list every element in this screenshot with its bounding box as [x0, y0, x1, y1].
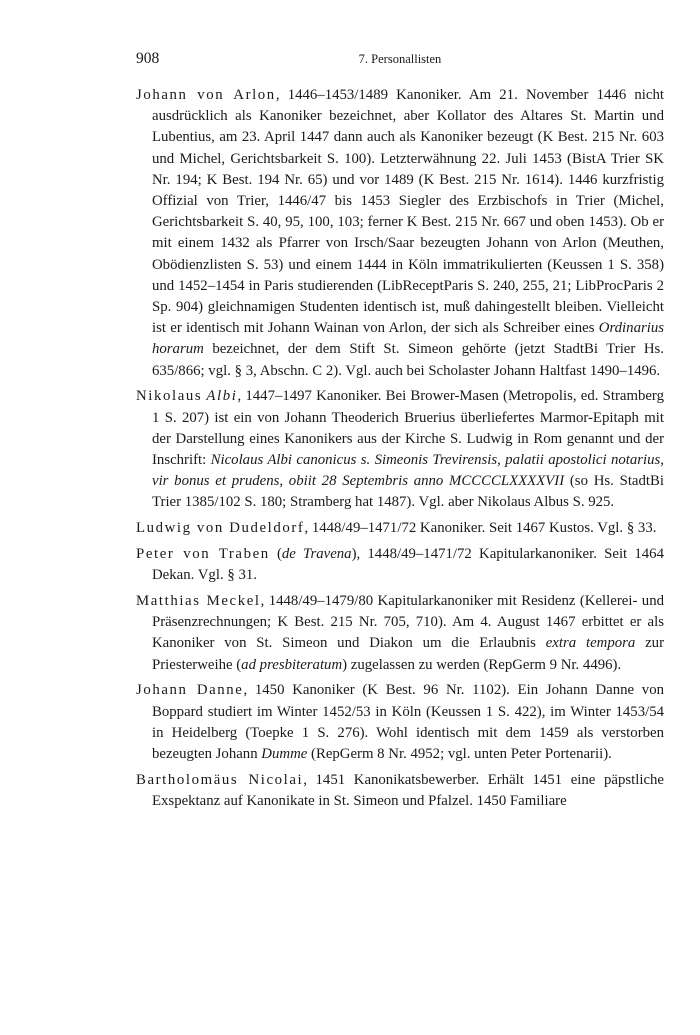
entry-text: zur Priesterweihe (	[152, 635, 664, 673]
entry-name: Nikolaus	[136, 388, 203, 405]
entry-johann-von-arlon	[136, 85, 664, 382]
entry-name: Johann von Arlon	[136, 87, 276, 103]
entry-text: , 1447–1497 Kanoniker. Bei Brower-Masen (Metropolis, ed. Stramberg 1 S. 207) ist ein von Johann Theoderich Bruerius überliefertes Marmor-Epitaph mit der Darstellung eines Kanonikers aus der Kirche S. Ludwig in Rom genannt und der Inschrift:	[152, 388, 664, 469]
entry-name: Ludwig von Dudeldorf	[136, 520, 305, 537]
entry-matthias-meckel	[136, 591, 664, 676]
running-title: 7. Personallisten	[358, 52, 442, 66]
entry-text: , 1450 Kanoniker (K Best. 96 Nr. 1102). Ein Johann Danne von Boppard studiert im Winter 1452/53 in Köln (Keussen 1 S. 422), im Winter 1453/54 in Heidelberg (Toepke 1 S. 276). Wohl identisch mit dem 1459 als verstorben bezeugten Johann	[152, 682, 664, 763]
entry-name: Matthias Meckel	[136, 593, 261, 610]
entry-peter-von-traben	[136, 544, 664, 586]
entry-name: Johann Danne	[136, 682, 244, 699]
entry-text: , 1448/49–1479/80 Kapitularkanoniker mit Residenz (Kellerei- und Präsenzrechnungen; K Best. 215 Nr. 705, 710). Am 4. August 1467 erbittet er als Kanoniker von St. Simeon und Diakon um die Erlaubnis	[152, 593, 664, 652]
page-header	[136, 50, 664, 72]
page-number: 908	[136, 50, 160, 67]
entry-italic-text: ad presbiteratum	[241, 656, 343, 673]
entry-text: (	[269, 546, 282, 563]
entry-johann-danne	[136, 680, 664, 765]
entry-italic-text: Ordinarius horarum	[152, 320, 664, 358]
entry-italic-text: de Travena	[281, 546, 352, 563]
entry-name-italic: Albi	[206, 388, 238, 405]
entry-bartholomaeus-nicolai	[136, 770, 664, 812]
entry-italic-text: Dumme	[261, 746, 308, 763]
entry-text: ), 1448/49–1471/72 Kapitularkanoniker. Seit 1464 Dekan. Vgl. § 31.	[152, 546, 664, 584]
entry-text: ) zugelassen zu werden (RepGerm 9 Nr. 4496).	[342, 656, 622, 673]
entry-text: , 1451 Kanonikatsbewerber. Erhält 1451 eine päpstliche Exspektanz auf Kanonikate in St. Simeon und Pfalzel. 1450 Familiare	[152, 771, 664, 810]
entry-text: , 1448/49–1471/72 Kanoniker. Seit 1467 Kustos. Vgl. § 33.	[304, 520, 657, 537]
entry-name: Peter von Traben	[136, 546, 270, 563]
entry-ludwig-von-dudeldorf	[136, 518, 664, 539]
entry-name: Bartholomäus Nicolai	[136, 771, 304, 788]
entry-text: (RepGerm 8 Nr. 4952; vgl. unten Peter Portenarii).	[307, 746, 612, 763]
entry-text: , 1446–1453/1489 Kanoniker. Am 21. November 1446 nicht ausdrücklich als Kanoniker bezeichnet, aber Kollator des Altares St. Martin und Lubentius, am 23. April 1447 dann auch als Kanoniker bezeugt (K Best. 215 Nr. 603 und Michel, Gerichtsbarkeit S. 100). Letzterwähnung 22. Juli 1453 (BistA Trier SK Nr. 194; K Best. 194 Nr. 65) und vor 1489 (K Best. 215 Nr. 1614). 1446 kurzfristig Offizial von Trier, 1446/47 bis 1453 Siegler des Erzbischofs in Trier (Michel, Gerichtsbarkeit S. 40, 95, 100, 103; ferner K Best. 215 Nr. 667 und oben 1453). Ob er mit einem 1432 als Pfarrer von Irsch/Saar bezeugten Johann von Arlon (Meuthen, Obödienzlisten S. 53) und einem 1444 in Köln immatrikulierten (Keussen 1 S. 358) und 1452–1454 in Paris studierenden (LibReceptParis S. 240, 255, 21; LibProcParis 2 Sp. 904) gleichnamigen Studenten identisch ist, muß dahingestellt bleiben. Vielleicht ist er identisch mit Johann Wainan von Arlon, der sich als Schreiber eines	[152, 87, 664, 337]
entry-text: (so Hs. StadtBi Trier 1385/102 S. 180; Stramberg hat 1487). Vgl. aber Nikolaus Albus S. 925.	[152, 473, 664, 511]
entry-italic-text: extra tempora	[545, 635, 636, 652]
entry-text: bezeichnet, der dem Stift St. Simeon gehörte (jetzt StadtBi Trier Hs. 635/866; vgl. § 3, Abschn. C 2). Vgl. auch bei Scholaster Johann Haltfast 1490–1496.	[152, 341, 664, 379]
entry-italic-text: Nicolaus Albi canonicus s. Simeonis Trevirensis, palatii apostolici notarius, vir bonus et prudens, obiit 28 Septembris anno MCCCCLXXXXVII	[152, 452, 664, 490]
entry-nikolaus-albi	[136, 386, 664, 513]
body-text	[136, 85, 664, 817]
